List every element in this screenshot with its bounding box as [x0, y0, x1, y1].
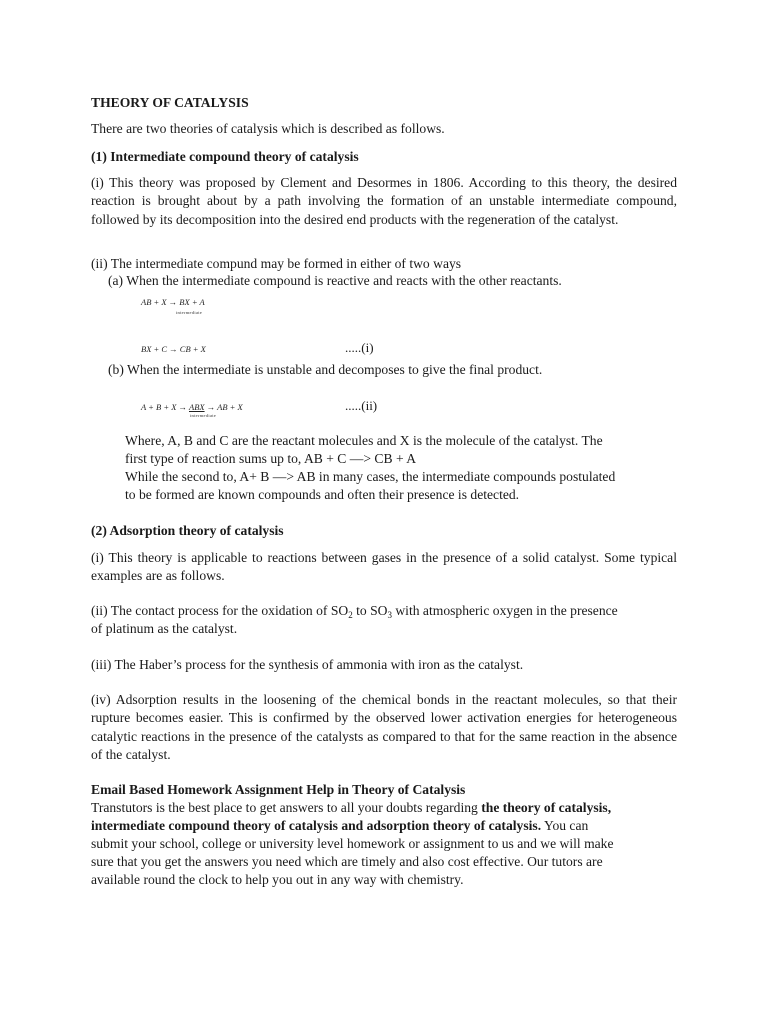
equation-1a-label: intermediate	[176, 310, 203, 315]
where-line-2: first type of reaction sums up to, AB + C —> CB + A	[125, 451, 417, 466]
para-ii-part3: with atmospheric oxygen in the presence	[391, 603, 618, 618]
section1-para-i: (i) This theory was proposed by Clement and Desormes in 1806. According to this theory, the desired reaction is brought about by a path involving the formation of an unstable intermediate compound, followed by its decomposition into the desired end products with the regeneration of the catalyst.	[91, 175, 677, 227]
equation-2-label: intermediate	[190, 413, 217, 418]
case-a-text: (a) When the intermediate compound is reactive and reacts with the other reactants.	[108, 273, 562, 288]
where-line-1: Where, A, B and C are the reactant molecules and X is the molecule of the catalyst. The	[125, 433, 603, 448]
help-line-1	[91, 799, 611, 817]
case-b-text: (b) When the intermediate is unstable and decomposes to give the final product.	[108, 362, 543, 377]
help-line-1-normal: Transtutors is the best place to get answers to all your doubts regarding	[91, 800, 482, 815]
help-line-1-bold: the theory of catalysis,	[481, 800, 612, 815]
section1-para-ii: (ii) The intermediate compund may be formed in either of two ways	[91, 256, 462, 271]
equation-1a: AB + X → BX + A	[141, 297, 205, 307]
equation-2-right: → AB + X	[204, 402, 243, 412]
section2-para-iii: (iii) The Haber’s process for the synthesis of ammonia with iron as the catalyst.	[91, 657, 524, 672]
section1-heading: (1) Intermediate compound theory of catalysis	[91, 149, 359, 164]
equation-1b: BX + C → CB + X	[141, 344, 206, 354]
help-heading: Email Based Homework Assignment Help in Theory of Catalysis	[91, 782, 466, 797]
equation-2-left: A + B + X →	[141, 402, 189, 412]
help-line-5: available round the clock to help you out in any way with chemistry.	[91, 872, 464, 887]
para-ii-part2: to SO	[352, 603, 388, 618]
section2-para-ii	[91, 602, 618, 620]
para-ii-part1: (ii) The contact process for the oxidation of SO	[91, 603, 349, 618]
equation-2	[141, 402, 243, 412]
section2-para-ii-line2: of platinum as the catalyst.	[91, 621, 238, 636]
equation-1-number: .....(i)	[345, 340, 374, 355]
section2-para-i: (i) This theory is applicable to reactions between gases in the presence of a solid catalyst. Some typical examples are as follows.	[91, 550, 677, 584]
so2-subscript: 2	[348, 610, 353, 620]
intro-text: There are two theories of catalysis which is described as follows.	[91, 121, 445, 136]
help-line-2-normal: You can	[541, 818, 589, 833]
help-line-2	[91, 817, 588, 835]
section2-para-iv: (iv) Adsorption results in the loosening of the chemical bonds in the reactant molecules, so that their rupture becomes easier. This is confirmed by the observed lower activation energies for heterogeneous catalytic reactions in the presence of the catalysts as compared to that for the same reaction in the absence of the catalyst.	[91, 692, 677, 763]
help-line-3: submit your school, college or university level homework or assignment to us and we will make	[91, 836, 614, 851]
so3-subscript: 3	[387, 610, 392, 620]
while-line-2: to be formed are known compounds and often their presence is detected.	[125, 487, 520, 502]
help-line-2-bold: intermediate compound theory of catalysis and adsorption theory of catalysis.	[91, 818, 542, 833]
while-line-1: While the second to, A+ B —> AB in many cases, the intermediate compounds postulated	[125, 469, 616, 484]
help-line-4: sure that you get the answers you need which are timely and also cost effective. Our tutors are	[91, 854, 603, 869]
section2-heading: (2) Adsorption theory of catalysis	[91, 523, 284, 538]
document-title: THEORY OF CATALYSIS	[91, 95, 249, 110]
equation-2-intermediate: ABX	[189, 402, 205, 412]
equation-2-number: .....(ii)	[345, 398, 378, 413]
